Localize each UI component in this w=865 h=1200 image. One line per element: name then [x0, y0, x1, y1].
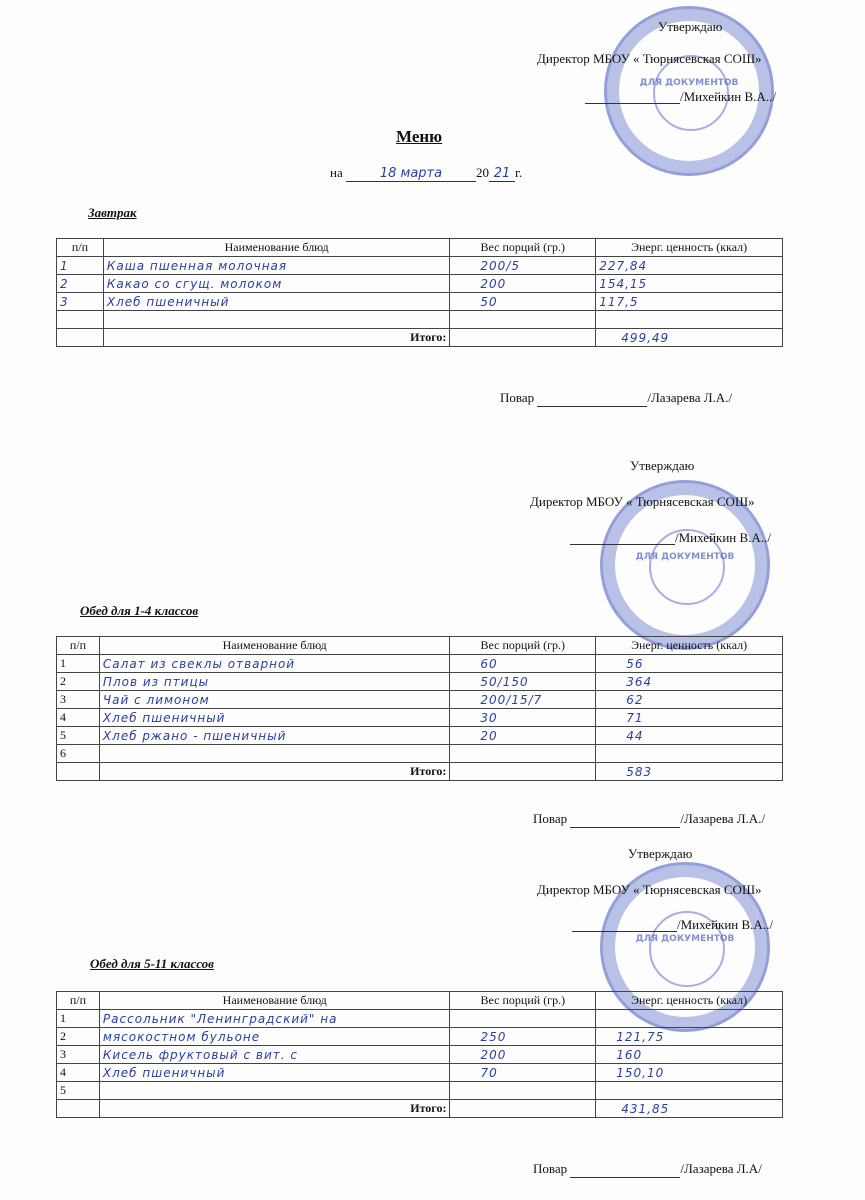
approval-label: Утверждаю — [630, 458, 695, 473]
row-number: 5 — [57, 1082, 100, 1100]
dish-name: Рассольник "Ленинградский" на — [99, 1010, 450, 1028]
column-header: Наименование блюд — [99, 992, 450, 1010]
dish-weight: 200/5 — [450, 257, 596, 275]
table-header — [57, 992, 783, 1010]
dish-weight: 30 — [450, 709, 596, 727]
dish-energy: 117,5 — [596, 293, 783, 311]
dish-name: Салат из свеклы отварной — [99, 655, 449, 673]
row-number — [57, 311, 104, 329]
row-number: 3 — [57, 293, 104, 311]
column-header: Энерг. ценность (ккал) — [596, 239, 783, 257]
column-header: Вес порций (гр.) — [450, 637, 596, 655]
dish-weight: 250 — [450, 1028, 596, 1046]
total-value: 583 — [596, 763, 783, 781]
total-row — [57, 329, 783, 347]
table-row — [57, 673, 783, 691]
dish-weight: 50/150 — [450, 673, 596, 691]
director-line: Директор МБОУ « Тюрнясевская СОШ» — [537, 882, 762, 897]
dish-energy — [596, 1082, 783, 1100]
row-number: 1 — [57, 655, 100, 673]
dish-energy — [596, 745, 783, 763]
row-number: 2 — [57, 673, 100, 691]
row-number: 2 — [57, 1028, 100, 1046]
dish-name — [99, 745, 449, 763]
dish-energy — [596, 311, 783, 329]
dish-name: Хлеб пшеничный — [103, 293, 449, 311]
table-row — [57, 311, 783, 329]
column-header: п/п — [57, 637, 100, 655]
dish-name: Кисель фруктовый с вит. с — [99, 1046, 450, 1064]
column-header: п/п — [57, 239, 104, 257]
column-header: п/п — [57, 992, 100, 1010]
approval-label: Утверждаю — [658, 19, 723, 34]
total-label: Итого: — [99, 1100, 450, 1118]
table-row — [57, 1064, 783, 1082]
column-header: Энерг. ценность (ккал) — [596, 992, 783, 1010]
column-header: Энерг. ценность (ккал) — [596, 637, 783, 655]
dish-name: Хлеб ржано - пшеничный — [99, 727, 449, 745]
total-label: Итого: — [103, 329, 449, 347]
director-line: Директор МБОУ « Тюрнясевская СОШ» — [537, 51, 762, 66]
menu-table — [56, 238, 783, 347]
dish-energy: 227,84 — [596, 257, 783, 275]
dish-energy: 150,10 — [596, 1064, 783, 1082]
dish-weight — [450, 1010, 596, 1028]
stamp-text: ДЛЯ ДОКУМЕНТОВ — [635, 933, 735, 944]
dish-energy: 121,75 — [596, 1028, 783, 1046]
dish-weight: 60 — [450, 655, 596, 673]
dish-weight — [450, 745, 596, 763]
director-signature: /Михейкин В.А../ — [585, 90, 776, 104]
dish-name: Хлеб пшеничный — [99, 709, 449, 727]
dish-name — [99, 1082, 450, 1100]
menu-date: на 18 марта 20 21 г. — [330, 165, 523, 181]
stamp-text: ДЛЯ ДОКУМЕНТОВ — [635, 551, 735, 562]
approval-label: Утверждаю — [628, 846, 693, 861]
dish-weight: 70 — [450, 1064, 596, 1082]
row-number: 3 — [57, 691, 100, 709]
dish-weight — [450, 1082, 596, 1100]
dish-weight: 200/15/7 — [450, 691, 596, 709]
dish-weight — [450, 311, 596, 329]
cook-signature: Повар /Лазарева Л.А./ — [500, 390, 733, 405]
dish-energy: 364 — [596, 673, 783, 691]
cook-signature: Повар /Лазарева Л.А/ — [533, 1161, 762, 1176]
row-number: 4 — [57, 1064, 100, 1082]
dish-energy — [596, 1010, 783, 1028]
director-line: Директор МБОУ « Тюрнясевская СОШ» — [530, 494, 755, 509]
row-number: 6 — [57, 745, 100, 763]
column-header: Вес порций (гр.) — [450, 992, 596, 1010]
table-row — [57, 745, 783, 763]
table-row — [57, 691, 783, 709]
director-signature: /Михейкин В.А../ — [572, 918, 773, 932]
total-row — [57, 763, 783, 781]
column-header: Наименование блюд — [103, 239, 449, 257]
dish-name: мясокостном бульоне — [99, 1028, 450, 1046]
dish-name — [103, 311, 449, 329]
table-row — [57, 293, 783, 311]
total-row — [57, 1100, 783, 1118]
cook-signature: Повар /Лазарева Л.А./ — [533, 811, 766, 826]
row-number: 4 — [57, 709, 100, 727]
dish-name: Какао со сгущ. молоком — [103, 275, 449, 293]
dish-name: Хлеб пшеничный — [99, 1064, 450, 1082]
row-number: 1 — [57, 257, 104, 275]
table-row — [57, 655, 783, 673]
table-header — [57, 637, 783, 655]
table-row — [57, 727, 783, 745]
director-signature: /Михейкин В.А../ — [570, 531, 771, 545]
dish-weight: 20 — [450, 727, 596, 745]
row-number: 3 — [57, 1046, 100, 1064]
table-row — [57, 709, 783, 727]
page-title: Меню — [396, 127, 443, 146]
table-row — [57, 1082, 783, 1100]
row-number: 5 — [57, 727, 100, 745]
dish-name: Каша пшенная молочная — [103, 257, 449, 275]
table-row — [57, 275, 783, 293]
dish-weight: 200 — [450, 1046, 596, 1064]
total-value: 499,49 — [596, 329, 783, 347]
dish-energy: 154,15 — [596, 275, 783, 293]
row-number: 2 — [57, 275, 104, 293]
dish-energy: 71 — [596, 709, 783, 727]
section-title: Обед для 1-4 классов — [80, 603, 199, 618]
dish-name: Плов из птицы — [99, 673, 449, 691]
stamp-text: ДЛЯ ДОКУМЕНТОВ — [639, 77, 739, 88]
menu-table — [56, 636, 783, 781]
menu-table — [56, 991, 783, 1118]
table-row — [57, 257, 783, 275]
table-row — [57, 1010, 783, 1028]
table-header — [57, 239, 783, 257]
total-value: 431,85 — [596, 1100, 783, 1118]
column-header: Наименование блюд — [99, 637, 449, 655]
dish-weight: 50 — [450, 293, 596, 311]
section-title: Завтрак — [88, 205, 137, 220]
table-row — [57, 1046, 783, 1064]
dish-energy: 62 — [596, 691, 783, 709]
table-row — [57, 1028, 783, 1046]
total-label: Итого: — [99, 763, 449, 781]
dish-energy: 56 — [596, 655, 783, 673]
dish-name: Чай с лимоном — [99, 691, 449, 709]
dish-weight: 200 — [450, 275, 596, 293]
dish-energy: 44 — [596, 727, 783, 745]
section-title: Обед для 5-11 классов — [90, 956, 214, 971]
dish-energy: 160 — [596, 1046, 783, 1064]
row-number: 1 — [57, 1010, 100, 1028]
column-header: Вес порций (гр.) — [450, 239, 596, 257]
